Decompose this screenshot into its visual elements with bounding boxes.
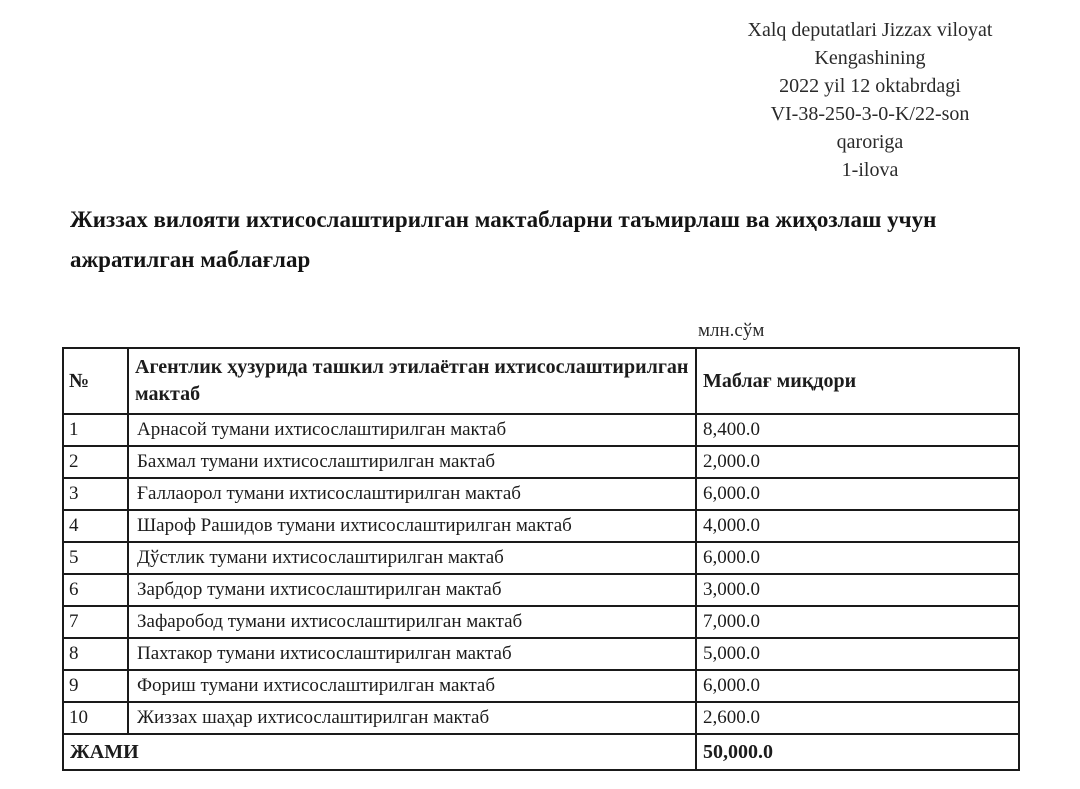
table-row [63, 702, 1019, 734]
column-header-school: Агентлик ҳузурида ташкил этилаётган ихтисослаштирилган мактаб [128, 348, 696, 414]
column-header-no: № [63, 348, 128, 414]
row-number: 10 [63, 702, 128, 734]
reference-line: qaroriga [836, 131, 904, 153]
row-number: 9 [63, 670, 128, 702]
table-row [63, 542, 1019, 574]
row-number: 3 [63, 478, 128, 510]
table-row [63, 574, 1019, 606]
school-name: Ғаллаорол тумани ихтисослаштирилган мактаб [128, 478, 696, 510]
reference-line: 2022 yil 12 oktabrdagi [779, 75, 961, 97]
reference-line: Xalq deputatlari Jizzax viloyat [747, 19, 993, 41]
row-number: 2 [63, 446, 128, 478]
table-row [63, 670, 1019, 702]
amount-value: 5,000.0 [696, 638, 1019, 670]
total-amount: 50,000.0 [696, 734, 1019, 770]
school-name: Зарбдор тумани ихтисослаштирилган мактаб [128, 574, 696, 606]
amount-value: 3,000.0 [696, 574, 1019, 606]
school-name: Фориш тумани ихтисослаштирилган мактаб [128, 670, 696, 702]
table-row [63, 446, 1019, 478]
school-name: Шароф Рашидов тумани ихтисослаштирилган мактаб [128, 510, 696, 542]
total-row [63, 734, 1019, 770]
row-number: 4 [63, 510, 128, 542]
school-name: Арнасой тумани ихтисослаштирилган мактаб [128, 414, 696, 446]
row-number: 1 [63, 414, 128, 446]
allocation-table [62, 347, 1020, 771]
reference-block [660, 16, 1080, 184]
row-number: 7 [63, 606, 128, 638]
row-number: 6 [63, 574, 128, 606]
column-header-amount: Маблағ миқдори [696, 348, 1019, 414]
reference-line: 1-ilova [841, 159, 899, 181]
amount-value: 7,000.0 [696, 606, 1019, 638]
table-row [63, 638, 1019, 670]
school-name: Пахтакор тумани ихтисослаштирилган мактаб [128, 638, 696, 670]
table-row [63, 606, 1019, 638]
school-name: Бахмал тумани ихтисослаштирилган мактаб [128, 446, 696, 478]
reference-line: Kengashining [814, 47, 926, 69]
table-header [63, 348, 1019, 414]
school-name: Зафаробод тумани ихтисослаштирилган мактаб [128, 606, 696, 638]
amount-value: 2,600.0 [696, 702, 1019, 734]
amount-value: 6,000.0 [696, 542, 1019, 574]
amount-value: 4,000.0 [696, 510, 1019, 542]
table-header-row [63, 348, 1019, 414]
table-row [63, 414, 1019, 446]
amount-value: 6,000.0 [696, 670, 1019, 702]
table-row [63, 510, 1019, 542]
row-number: 8 [63, 638, 128, 670]
total-label: ЖАМИ [63, 734, 696, 770]
document-title: Жиззах вилояти ихтисослаштирилган мактабларни таъмирлаш ва жиҳозлаш учун ажратилган маблағлар [70, 207, 937, 272]
table-footer [63, 734, 1019, 770]
school-name: Жиззах шаҳар ихтисослаштирилган мактаб [128, 702, 696, 734]
amount-value: 6,000.0 [696, 478, 1019, 510]
school-name: Дўстлик тумани ихтисослаштирилган мактаб [128, 542, 696, 574]
table-body [63, 414, 1019, 734]
amount-value: 8,400.0 [696, 414, 1019, 446]
unit-label: млн.сўм [698, 320, 765, 341]
row-number: 5 [63, 542, 128, 574]
table-row [63, 478, 1019, 510]
reference-line: VI-38-250-3-0-K/22-son [770, 103, 970, 125]
amount-value: 2,000.0 [696, 446, 1019, 478]
